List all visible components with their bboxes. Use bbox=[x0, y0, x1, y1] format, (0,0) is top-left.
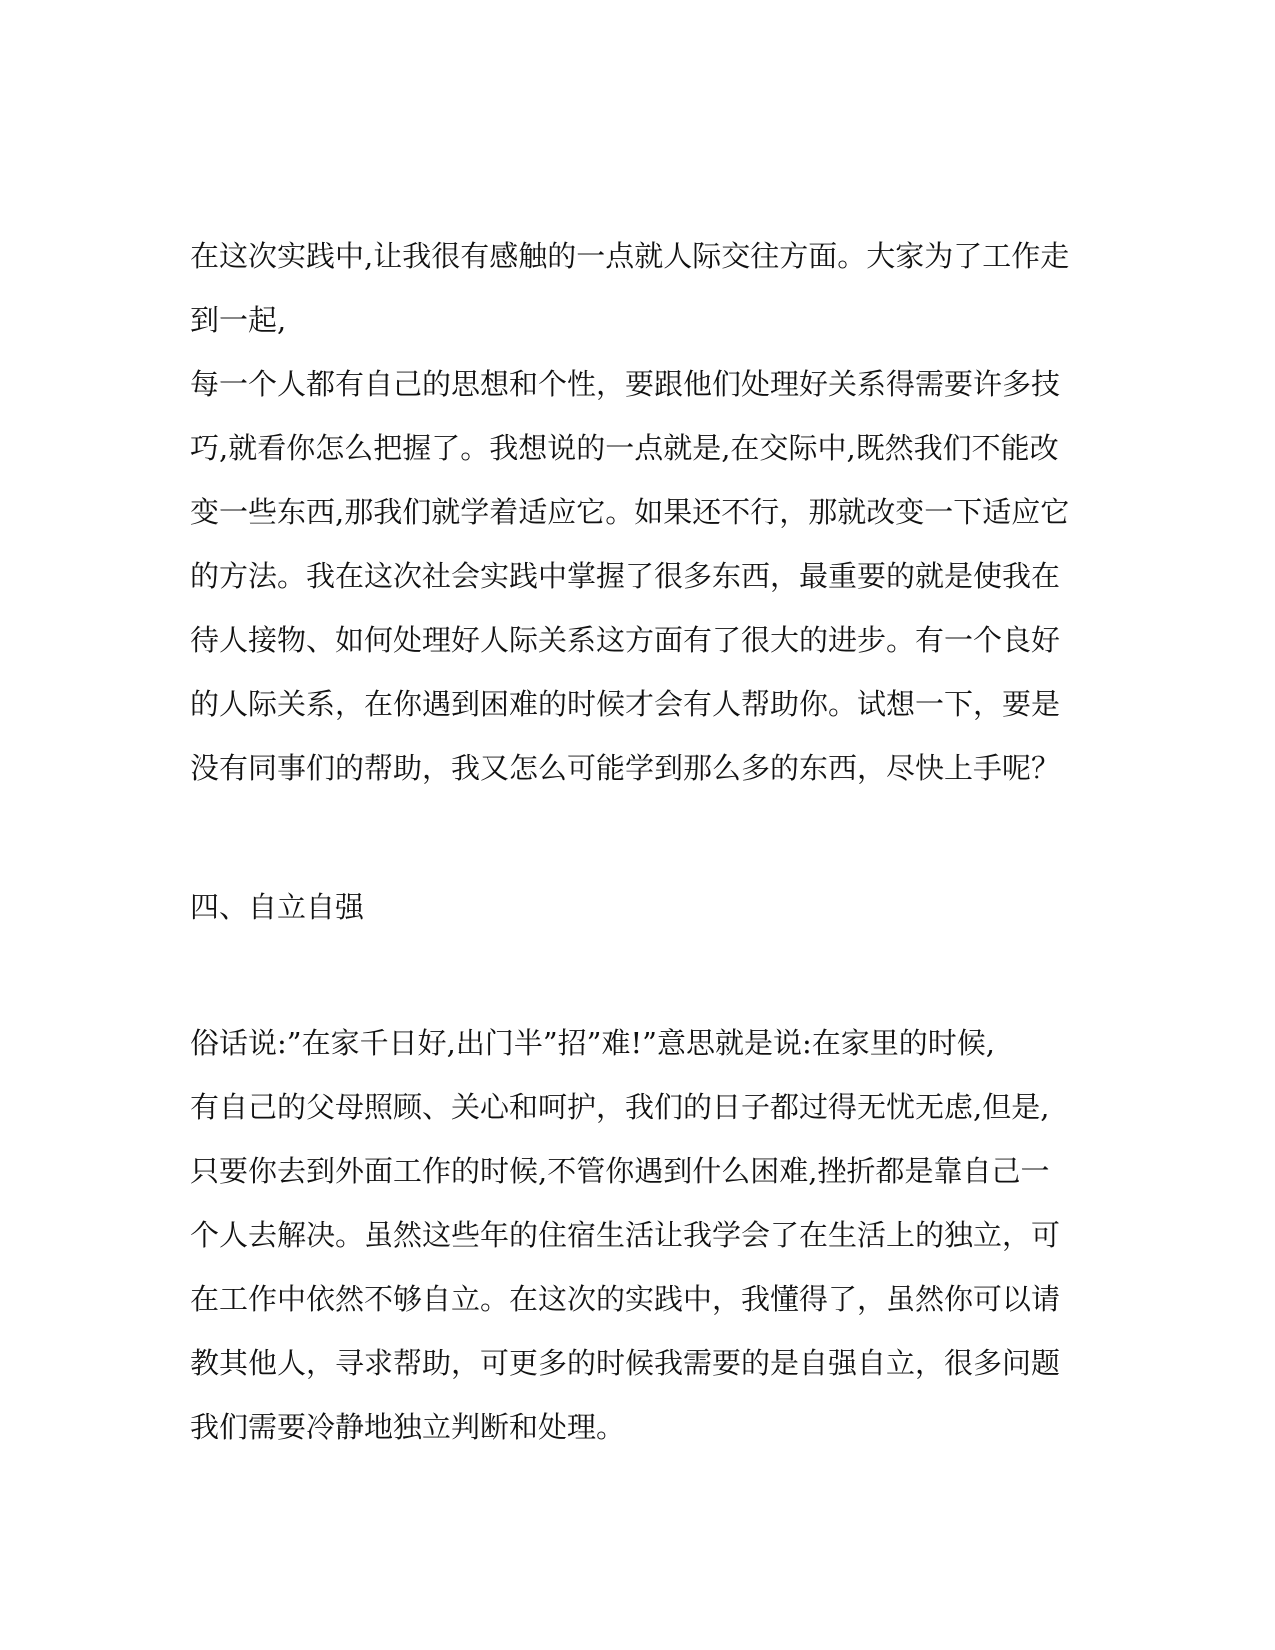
paragraph-line: 的人际关系，在你遇到困难的时候才会有人帮助你。试想一下，要是 bbox=[190, 687, 1061, 721]
paragraph-line: 到一起, bbox=[190, 303, 287, 337]
paragraph-line: 俗话说:”在家千日好,出门半”招”难!”意思就是说:在家里的时候, bbox=[190, 1026, 995, 1060]
paragraph-line: 只要你去到外面工作的时候,不管你遇到什么困难,挫折都是靠自己一 bbox=[190, 1154, 1050, 1188]
paragraph-line: 在这次实践中,让我很有感触的一点就人际交往方面。大家为了工作走 bbox=[190, 239, 1070, 273]
paragraph-line: 待人接物、如何处理好人际关系这方面有了很大的进步。有一个良好 bbox=[190, 623, 1061, 657]
paragraph-line: 教其他人，寻求帮助，可更多的时候我需要的是自强自立，很多问题 bbox=[190, 1346, 1061, 1380]
paragraph-line: 每一个人都有自己的思想和个性，要跟他们处理好关系得需要许多技 bbox=[190, 367, 1061, 401]
paragraph-line: 有自己的父母照顾、关心和呵护，我们的日子都过得无忧无虑,但是, bbox=[190, 1090, 1050, 1124]
paragraph-self-reliance bbox=[190, 1011, 1090, 1459]
paragraph-line: 巧,就看你怎么把握了。我想说的一点就是,在交际中,既然我们不能改 bbox=[190, 431, 1059, 465]
paragraph-interpersonal bbox=[190, 224, 1090, 800]
paragraph-line: 没有同事们的帮助，我又怎么可能学到那么多的东西，尽快上手呢？ bbox=[190, 751, 1061, 785]
section-heading bbox=[190, 875, 1090, 939]
paragraph-line: 变一些东西,那我们就学着适应它。如果还不行，那就改变一下适应它 bbox=[190, 495, 1070, 529]
paragraph-line: 个人去解决。虽然这些年的住宿生活让我学会了在生活上的独立，可 bbox=[190, 1218, 1061, 1252]
paragraph-line: 我们需要冷静地独立判断和处理。 bbox=[190, 1410, 626, 1444]
paragraph-line: 在工作中依然不够自立。在这次的实践中，我懂得了，虽然你可以请 bbox=[190, 1282, 1061, 1316]
section-heading-text: 四、自立自强 bbox=[190, 890, 365, 924]
paragraph-line: 的方法。我在这次社会实践中掌握了很多东西，最重要的就是使我在 bbox=[190, 559, 1061, 593]
